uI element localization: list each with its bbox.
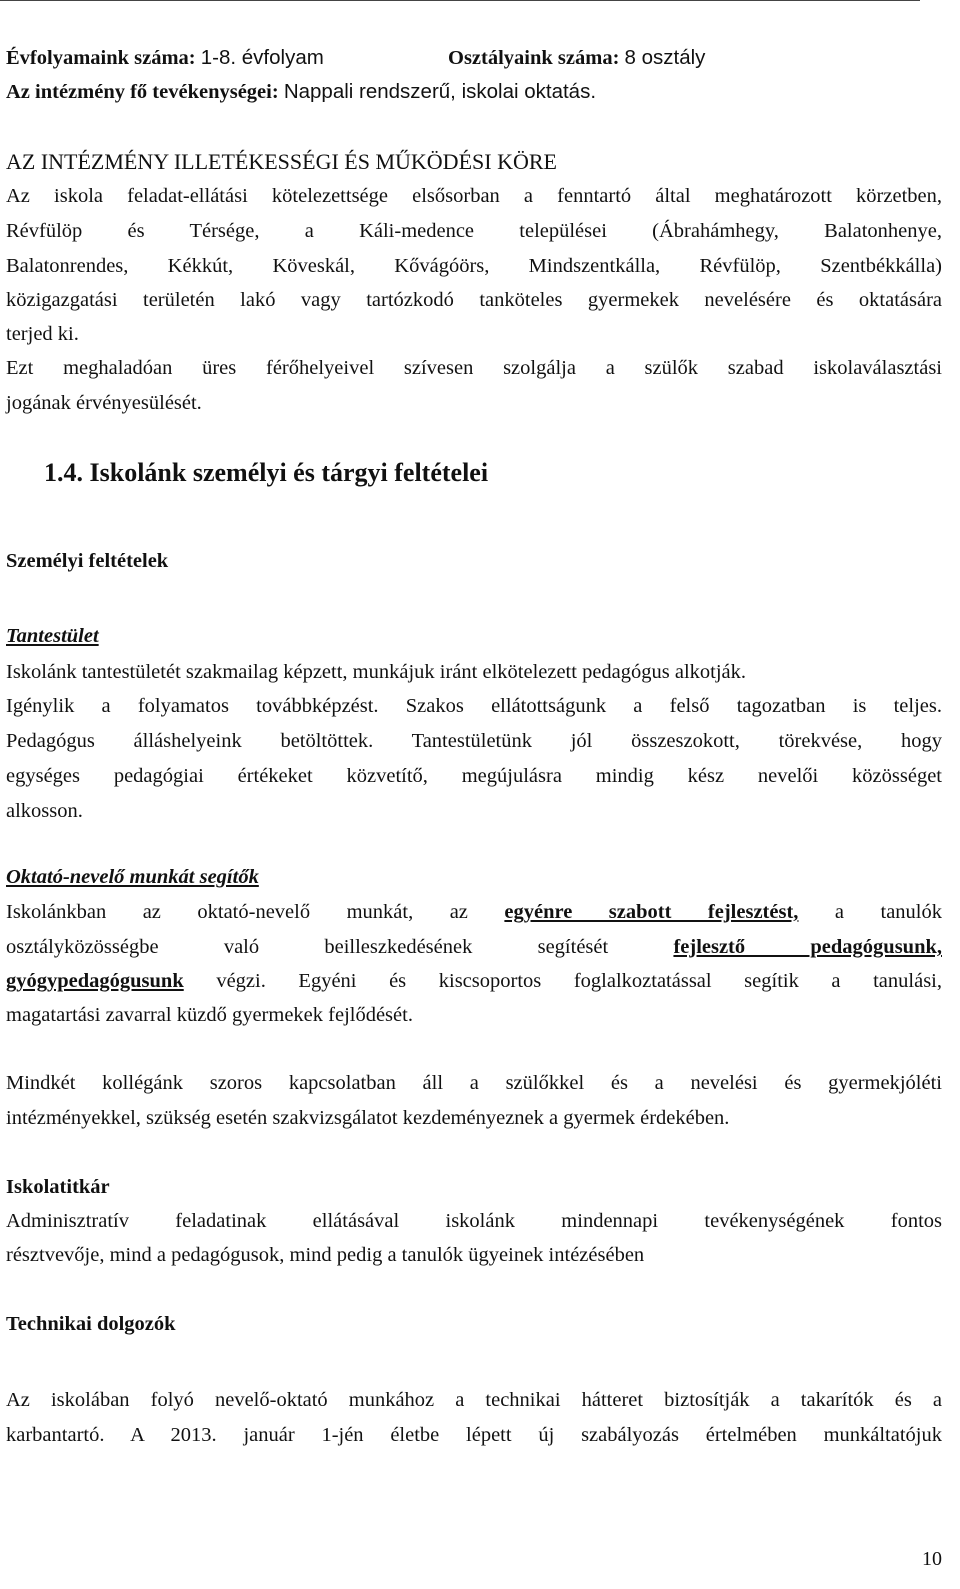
helpers-heading: Oktató-nevelő munkát segítők	[6, 866, 259, 888]
scope-line-1: Az iskola feladat-ellátási kötelezettsége elsősorban a fenntartó által meghatározott körzetben,	[6, 185, 942, 207]
staff-heading: Tantestület	[6, 625, 99, 647]
scope-heading: AZ INTÉZMÉNY ILLETÉKESSÉGI ÉS MŰKÖDÉSI KÖRE	[6, 149, 557, 174]
grades-value: 1-8. évfolyam	[200, 46, 324, 69]
helpers-line-2-b: fejlesztő pedagógusunk,	[673, 936, 942, 958]
helpers-line-3-a: gyógypedagógusunk	[6, 970, 184, 992]
scope-line-4: közigazgatási területén lakó vagy tartózkodó tanköteles gyermekek nevelésére és oktatására	[6, 289, 942, 311]
scope-line-5: terjed ki.	[6, 323, 79, 345]
helpers-line-6: intézményekkel, szükség esetén szakvizsgálatot kezdeményeznek a gyermek érdekében.	[6, 1107, 730, 1129]
staff-line-3: Pedagógus álláshelyeink betöltöttek. Tantestületünk jól összeszokott, törekvése, hogy	[6, 730, 942, 752]
helpers-line-1-b: egyénre szabott fejlesztést,	[504, 901, 799, 923]
section-title: 1.4. Iskolánk személyi és tárgyi feltételei	[44, 458, 489, 487]
helpers-line-1	[6, 902, 942, 923]
secretary-line-2: résztvevője, mind a pedagógusok, mind pedig a tanulók ügyeinek intézésében	[6, 1244, 645, 1266]
staff-line-4: egységes pedagógiai értékeket közvetítő, megújulásra mindig kész nevelői közösséget	[6, 765, 942, 787]
helpers-line-2	[6, 937, 942, 958]
top-rule	[0, 0, 920, 1]
technical-heading: Technikai dolgozók	[6, 1313, 176, 1335]
classes-value: 8 osztály	[624, 46, 706, 69]
helpers-line-3-b: végzi. Egyéni és kiscsoportos foglalkoztatással segítik a tanulási,	[216, 970, 942, 992]
activities-value: Nappali rendszerű, iskolai oktatás.	[283, 80, 597, 103]
secretary-line-1: Adminisztratív feladatinak ellátásával iskolánk mindennapi tevékenységének fontos	[6, 1210, 942, 1232]
scope-line-7: jogának érvényesülését.	[6, 392, 202, 414]
technical-line-1: Az iskolában folyó nevelő-oktató munkához a technikai hátteret biztosítják a takarítók és a	[6, 1389, 942, 1411]
scope-line-2: Révfülöp és Térsége, a Káli-medence települései (Ábrahámhegy, Balatonhenye,	[6, 220, 942, 242]
helpers-line-1-c: a tanulók	[834, 901, 943, 923]
helpers-line-5: Mindkét kollégánk szoros kapcsolatban áll a szülőkkel és a nevelési és gyermekjóléti	[6, 1072, 942, 1094]
grades-label: Évfolyamaink száma:	[6, 47, 196, 69]
classes-label: Osztályaink száma:	[448, 47, 620, 69]
secretary-heading: Iskolatitkár	[6, 1176, 110, 1198]
technical-line-2: karbantartó. A 2013. január 1-jén életbe lépett új szabályozás értelmében munkáltatójuk	[6, 1424, 942, 1446]
staff-line-2: Igénylik a folyamatos továbbképzést. Szakos ellátottságunk a felső tagozatban is teljes.	[6, 695, 942, 717]
staff-line-5: alkosson.	[6, 800, 83, 822]
helpers-line-4: magatartási zavarral küzdő gyermekek fejlődését.	[6, 1004, 413, 1026]
scope-line-3: Balatonrendes, Kékkút, Köveskál, Kővágóörs, Mindszentkálla, Révfülöp, Szentbékkálla)	[6, 255, 942, 277]
scope-line-6: Ezt meghaladóan üres férőhelyeivel szívesen szolgálja a szülők szabad iskolaválasztási	[6, 357, 942, 379]
helpers-line-2-a: osztályközösségbe való beilleszkedésének segítését	[6, 936, 609, 958]
activities-label: Az intézmény fő tevékenységei:	[6, 81, 279, 103]
page-number: 10	[922, 1548, 942, 1570]
staff-line-1: Iskolánk tantestületét szakmailag képzett, munkájuk iránt elkötelezett pedagógus alkotják.	[6, 661, 747, 683]
grades-row	[6, 46, 706, 70]
helpers-line-3	[6, 971, 942, 992]
section-subtitle: Személyi feltételek	[6, 550, 169, 572]
helpers-line-1-a: Iskolánkban az oktató-nevelő munkát, az	[6, 901, 468, 923]
activities-row	[6, 80, 596, 104]
